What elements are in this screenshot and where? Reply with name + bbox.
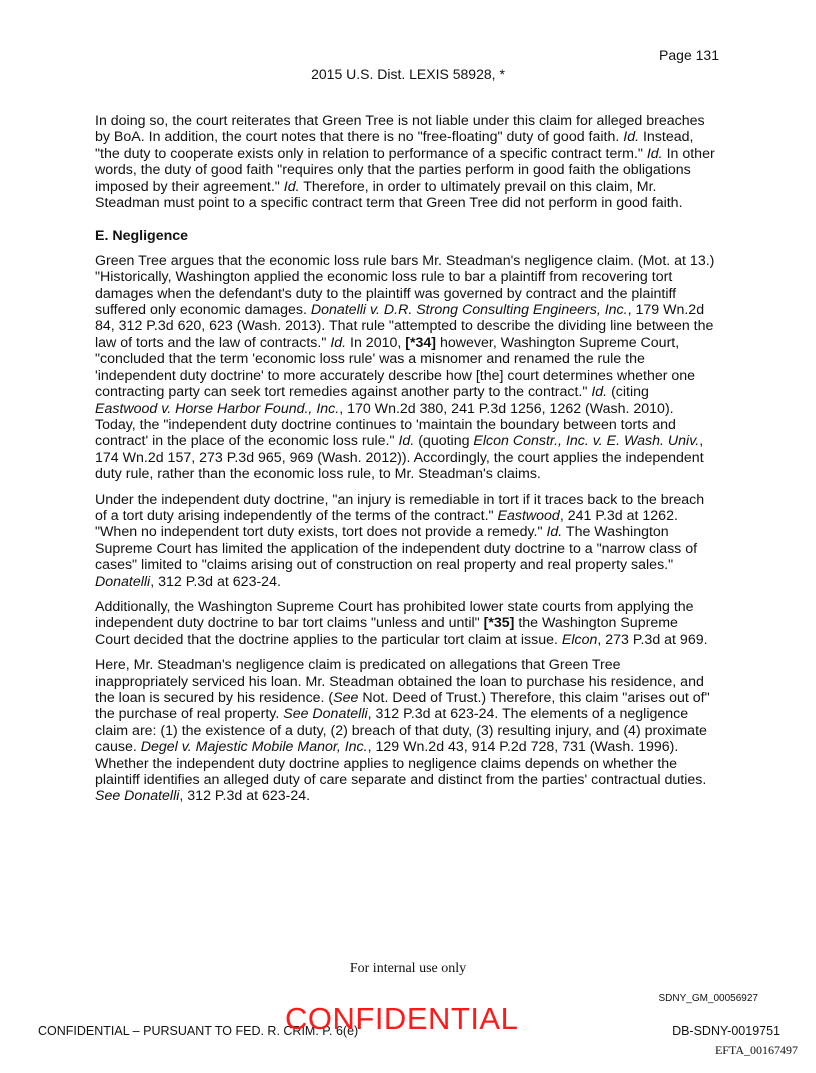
text-run: (quoting: [414, 433, 474, 450]
italic-citation: Id.: [330, 334, 347, 351]
efta-number: EFTA_00167497: [714, 1043, 798, 1057]
paragraph-good-faith: [95, 113, 715, 211]
text-run: The Washington Supreme Court has limited the application of the independent duty doctrine to a "narrow class of cases" limited to "claims arising out of construction on real property and real property sales.": [95, 524, 698, 574]
italic-citation: See Donatelli: [283, 706, 368, 723]
text-run: Under the independent duty doctrine, "an injury is remediable in tort if it traces back to the breach of a tort duty arising independently of the terms of the contract.": [95, 491, 705, 524]
italic-citation: Id.: [646, 145, 663, 162]
page-number: Page 131: [659, 47, 719, 63]
text-run: Therefore, in order to ultimately prevail on this claim, Mr. Steadman must point to a specific contract term that Green Tree did not perform in good faith.: [95, 178, 683, 212]
italic-citation: Id.: [398, 433, 415, 450]
text-run: (citing: [607, 384, 649, 401]
italic-citation: Eastwood: [497, 507, 560, 524]
italic-citation: Donatelli: [95, 573, 151, 590]
text-run: Instead, "the duty to cooperate exists only in relation to performance of a specific contract term.": [95, 129, 694, 162]
italic-citation: See Donatelli: [95, 788, 180, 805]
opinion-body: [95, 113, 715, 814]
text-run: In doing so, the court reiterates that Green Tree is not liable under this claim for alleged breaches by BoA. In addition, the court notes that there is no "free-floating" duty of good faith.: [95, 113, 705, 146]
italic-citation: Elcon: [561, 631, 598, 648]
text-run: Additionally, the Washington Supreme Court has prohibited lower state courts from applying the independent duty doctrine to bar tort claims "unless and until": [95, 598, 694, 632]
text-run: Green Tree argues that the economic loss rule bars Mr. Steadman's negligence claim. (Mot. at 13.) "Historically, Washington applied the economic loss rule to bar a plaintiff from recovering tort damages when the defendant's duty to the plaintiff was governed by contract and the plaintiff suffered only economic damages.: [95, 252, 715, 319]
confidential-stamp: CONFIDENTIAL: [285, 1001, 519, 1036]
text-run: In 2010,: [346, 334, 406, 351]
text-run: , 129 Wn.2d 43, 914 P.2d 728, 731 (Wash. 1996). Whether the independent duty doctrine applies to negligence claims depends on whether the plaintiff identifies an alleged duty of care separate and distinct from the parties' contractual duties.: [95, 739, 707, 789]
italic-citation: Degel v. Majestic Mobile Manor, Inc.: [140, 739, 368, 756]
page-marker: [*35]: [483, 615, 515, 632]
italic-citation: Id.: [283, 178, 300, 195]
text-run: , 312 P.3d at 623-24.: [179, 788, 311, 805]
internal-use-note: For internal use only: [349, 961, 467, 976]
text-run: , 174 Wn.2d 157, 273 P.3d 965, 969 (Wash. 2012)). Accordingly, the court applies the independent duty rule, rather than the economic loss rule, to Mr. Steadman's claims.: [95, 433, 704, 483]
text-run: , 179 Wn.2d 84, 312 P.3d 620, 623 (Wash. 2013). That rule "attempted to describe the dividing line between the law of torts and the law of contracts.": [95, 302, 714, 351]
paragraph-steadman-claim: [95, 657, 715, 805]
confidentiality-legend: CONFIDENTIAL – PURSUANT TO FED. R. CRIM. P. 6(e): [38, 1024, 359, 1038]
text-run: the Washington Supreme Court decided that the doctrine applies to the particular tort claim at issue.: [95, 615, 678, 648]
italic-citation: Donatelli v. D.R. Strong Consulting Engineers, Inc.: [310, 302, 628, 319]
text-run: , 312 P.3d at 623-24. The elements of a negligence claim are: (1) the existence of a duty, (2) breach of that duty, (3) resulting injury, and (4) proximate cause.: [95, 706, 707, 756]
text-run: , 170 Wn.2d 380, 241 P.3d 1256, 1262 (Wash. 2010). Today, the "independent duty doctrine continues to 'maintain the boundary between torts and contract' in the place of the economic loss rule.": [95, 400, 676, 450]
paragraph-independent-duty: [95, 492, 715, 590]
text-run: however, Washington Supreme Court, "concluded that the term 'economic loss rule' was a misnomer and renamed the rule the 'independent duty doctrine' to more accurately describe how [the] court determines whether one contracting party can seek tort remedies against another party to the contract.": [95, 334, 696, 401]
page-marker: [*34]: [405, 334, 437, 351]
text-run: Not. Deed of Trust.) Therefore, this claim "arises out of" the purchase of real property.: [95, 690, 710, 723]
paragraph-lower-courts: [95, 599, 715, 648]
italic-citation: Id.: [546, 524, 563, 541]
paragraph-economic-loss-rule: [95, 253, 715, 483]
text-run: In other words, the duty of good faith "requires only that the parties perform in good faith the obligations imposed by their agreement.": [95, 145, 715, 195]
citation-header: 2015 U.S. Dist. LEXIS 58928, *: [311, 66, 505, 82]
text-run: , 312 P.3d at 623-24.: [150, 573, 281, 590]
italic-citation: Id.: [591, 384, 608, 401]
italic-citation: See: [333, 690, 359, 706]
section-heading-negligence: E. Negligence: [95, 228, 189, 245]
bates-number-sdny: DB-SDNY-0019751: [672, 1024, 780, 1038]
italic-citation: Elcon Constr., Inc. v. E. Wash. Univ.: [473, 433, 700, 450]
bates-number-gm: SDNY_GM_00056927: [658, 993, 758, 1004]
text-run: Here, Mr. Steadman's negligence claim is predicated on allegations that Green Tree inappropriately serviced his loan. Mr. Steadman obtained the loan to purchase his residence, and the loan is secured by his residence. (: [95, 657, 704, 706]
italic-citation: Id.: [623, 129, 640, 146]
italic-citation: Eastwood v. Horse Harbor Found., Inc.: [95, 400, 340, 417]
text-run: , 241 P.3d at 1262. "When no independent tort duty exists, tort does not provide a remedy.": [95, 507, 678, 541]
text-run: , 273 P.3d at 969.: [597, 631, 708, 648]
